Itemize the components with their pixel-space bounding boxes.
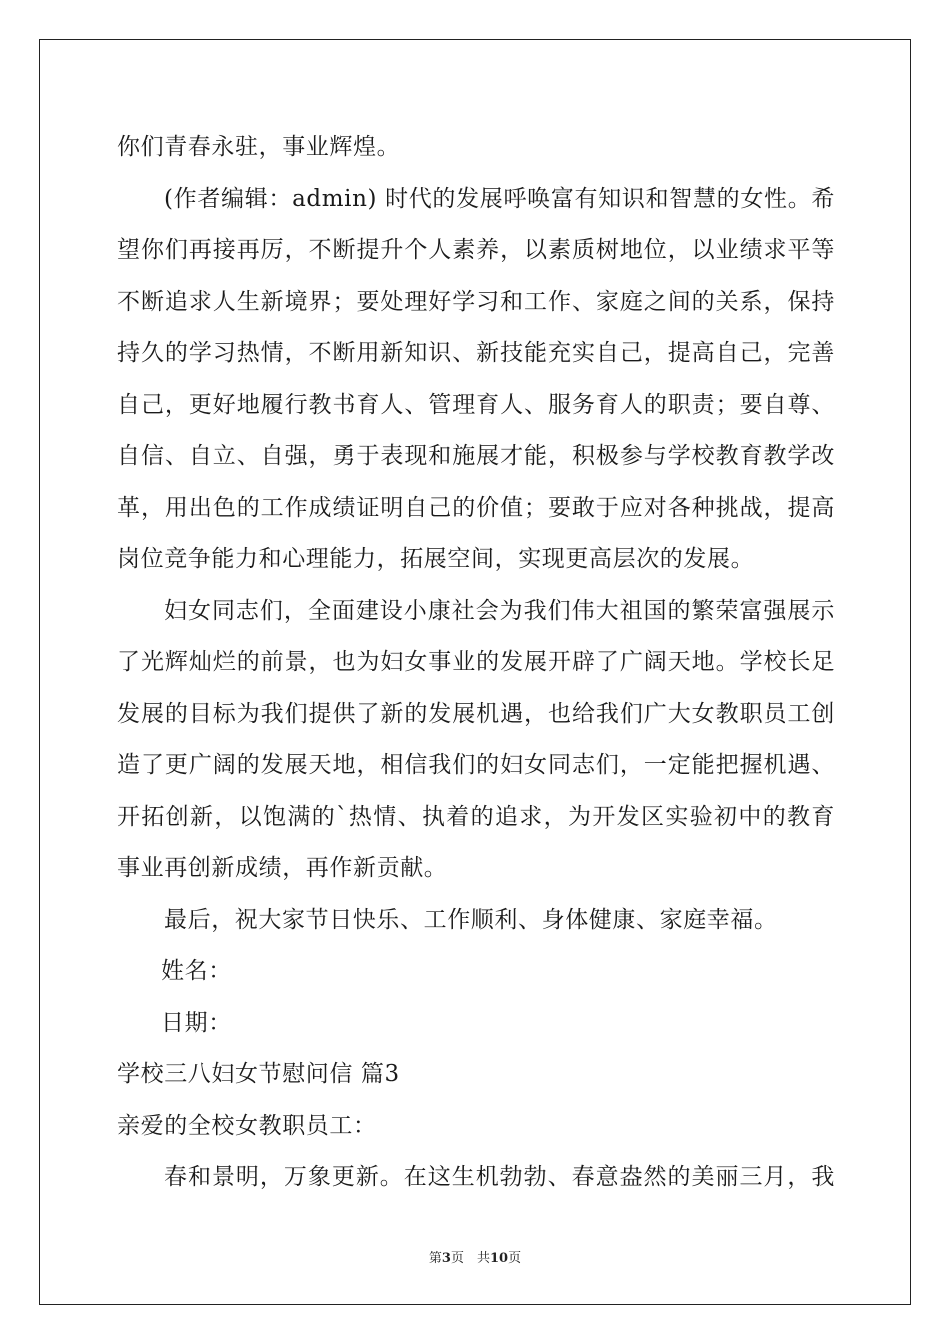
text-line: 开拓创新，以饱满的`热情、执着的追求，为开发区实验初中的教育 [117, 803, 835, 830]
footer-page-number: 3 [441, 1251, 451, 1266]
text-line: 事业再创新成绩，再作新贡献。 [117, 855, 448, 881]
text-line: 望你们再接再厉，不断提升个人素养，以素质树地位，以业绩求平等 [117, 237, 835, 263]
footer-mid: 页 共 [450, 1251, 490, 1266]
text-line: 革，用出色的工作成绩证明自己的价值；要敢于应对各种挑战，提高 [117, 494, 835, 521]
text-line: 你们青春永驻，事业辉煌。 [117, 134, 401, 160]
signature-name-label: 姓名： [161, 958, 232, 984]
footer-suffix: 页 [508, 1251, 522, 1266]
text-line: 自己，更好地履行教书育人、管理育人、服务育人的职责；要自尊、 [117, 391, 835, 418]
text-line: 妇女同志们，全面建设小康社会为我们伟大祖国的繁荣富强展示 [164, 597, 835, 624]
document-body [117, 122, 835, 1204]
text-line: 造了更广阔的发展天地，相信我们的妇女同志们，一定能把握机遇、 [117, 752, 835, 778]
text-line: 自信、自立、自强，勇于表现和施展才能，积极参与学校教育教学改 [117, 443, 835, 469]
text-line: 春和景明，万象更新。在这生机勃勃、春意盎然的美丽三月，我 [164, 1164, 835, 1190]
footer-total-pages: 10 [489, 1251, 509, 1266]
salutation: 亲爱的全校女教职员工： [117, 1112, 377, 1139]
text-line: 不断追求人生新境界；要处理好学习和工作、家庭之间的关系，保持 [117, 288, 835, 315]
text-line: 岗位竞争能力和心理能力，拓展空间，实现更高层次的发展。 [117, 546, 755, 572]
text-line: 发展的目标为我们提供了新的发展机遇，也给我们广大女教职员工创 [117, 700, 835, 727]
text-line: 最后，祝大家节日快乐、工作顺利、身体健康、家庭幸福。 [164, 906, 778, 933]
text-line: 持久的学习热情，不断用新知识、新技能充实自己，提高自己，完善 [117, 340, 835, 366]
text-line: 了光辉灿烂的前景，也为妇女事业的发展开辟了广阔天地。学校长足 [117, 649, 835, 675]
text-line: (作者编辑：admin) 时代的发展呼唤富有知识和智慧的女性。希 [164, 185, 835, 212]
footer-prefix: 第 [428, 1251, 442, 1266]
signature-date-label: 日期： [161, 1009, 232, 1036]
page-footer [0, 1247, 950, 1266]
section-heading: 学校三八妇女节慰问信 篇3 [117, 1061, 400, 1087]
